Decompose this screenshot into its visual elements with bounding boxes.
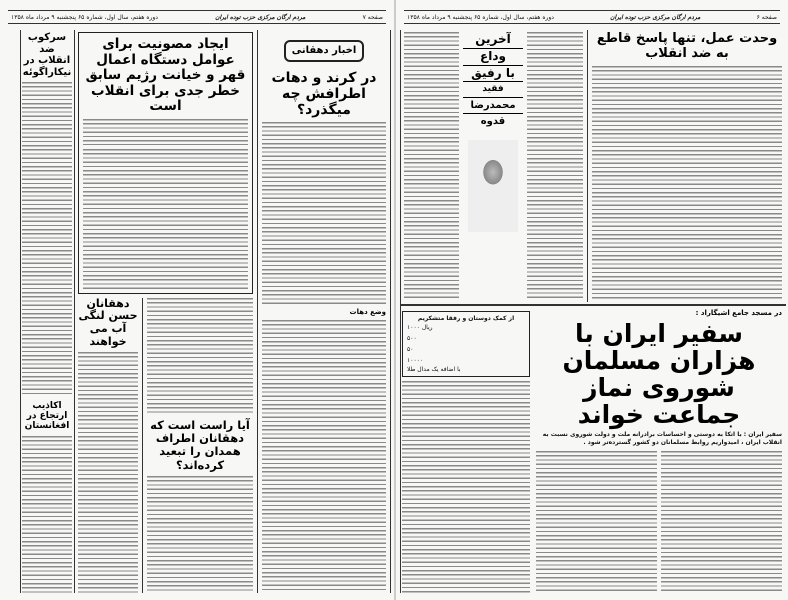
issue-info: دوره هفتم، سال اول، شماره ۶۵ پنجشنبه ۹ مرداد ماه ۱۳۵۸ (407, 13, 554, 21)
donations-title: از کمک دوستان و رفقا متشکریم (417, 315, 515, 322)
headline-main: ایجاد مصونیت برای عوامل دستگاه اعمال قهر و خیانت رژیم سابق خطر جدی برای انقلاب است (85, 36, 246, 115)
column (592, 32, 782, 300)
body-text-block (527, 32, 583, 300)
section-badge: اخبار دهقانی (284, 40, 365, 62)
column (22, 32, 72, 593)
issue-info: دوره هفتم، سال اول، شماره ۶۵ پنجشنبه ۹ مرداد ماه ۱۳۵۸ (11, 13, 158, 21)
page-header (404, 10, 780, 24)
body-text-block (262, 122, 386, 304)
column-rule (390, 30, 391, 593)
right-page (394, 0, 788, 600)
column (536, 451, 782, 593)
headline-unity: وحدت عمل، تنها پاسخ قاطع به ضد انقلاب (596, 31, 778, 61)
body-text-block (83, 149, 248, 289)
body-text-block (402, 381, 530, 593)
column (536, 309, 782, 593)
page-header (8, 10, 386, 24)
body-text-block (78, 352, 138, 593)
column (78, 298, 138, 593)
masthead: مردم ارگان مرکزی حزب توده ایران (215, 13, 306, 21)
donations-box (402, 311, 530, 377)
body-text-block (147, 476, 253, 593)
column-rule (257, 30, 258, 593)
lede-ambassador: سفیر ایران : با اتکا به دوستی و احساسات برادرانه ملت و دولت شوروی نسبت به انقلاب ایران ، امیدواریم روابط مسلمانان دو کشور گسترده‌تر شود . (542, 431, 782, 447)
column-rule (400, 304, 786, 306)
page-number: صفحه ۷ (362, 13, 383, 21)
headline-ambassador: سفیر ایران با هزاران مسلمان شوروی نماز جماعت خواند (562, 319, 756, 430)
subhead-villages: وضع دهات (349, 307, 386, 316)
body-text-block (262, 320, 386, 593)
page-number: صفحه ۶ (756, 13, 777, 21)
column (78, 32, 253, 593)
donation-amount: ۵۰۰ (407, 335, 417, 342)
body-text-block (147, 298, 253, 415)
column (404, 32, 459, 300)
column-rule (587, 30, 588, 302)
body-text-block (83, 119, 248, 145)
headline-karand: در کرند و دهات اطرافش چه میگذرد؟ (271, 69, 377, 118)
column-rule (400, 30, 401, 593)
portrait-photo (468, 140, 518, 232)
masthead: مردم ارگان مرکزی حزب توده ایران (610, 13, 701, 21)
kicker-ambassador: در مسجد جامع اشیگاراد : (695, 309, 782, 317)
main-article-box (78, 32, 253, 294)
headline-afghanistan: اکاذیب ارتجاع در افغانستان (24, 400, 70, 432)
column (262, 32, 386, 593)
body-text-block (592, 66, 782, 300)
headline-hamedan: آیا راست است که دهقانان اطراف همدان را تبعید کرده‌اند؟ (150, 417, 250, 472)
headline-hasanlangi: دهقانان حسن لنگی آب می خواهند (78, 296, 138, 348)
column-rule (20, 30, 21, 593)
headline-nicaragua: سرکوب ضد انقلاب در نیکاراگوئه (22, 32, 72, 78)
body-text-block (22, 436, 72, 593)
donation-amount: ۱۰۰۰۰ (407, 357, 424, 364)
donation-amount: ۵۰ (407, 346, 414, 353)
column (147, 298, 253, 593)
body-text-block (536, 451, 657, 593)
body-text-block (404, 32, 459, 300)
column (78, 298, 253, 593)
column (402, 311, 530, 593)
body-text-block (661, 451, 782, 593)
farewell-title: آخرین وداع با رفیق فقید محمدرضا قدوه (463, 32, 523, 300)
donations-footer: با اضافه یک مدال طلا (407, 366, 461, 373)
donation-amount: ۱۰۰۰ ریال (407, 324, 433, 331)
column-rule (74, 30, 75, 593)
body-text-block (22, 82, 72, 397)
column (527, 32, 583, 300)
